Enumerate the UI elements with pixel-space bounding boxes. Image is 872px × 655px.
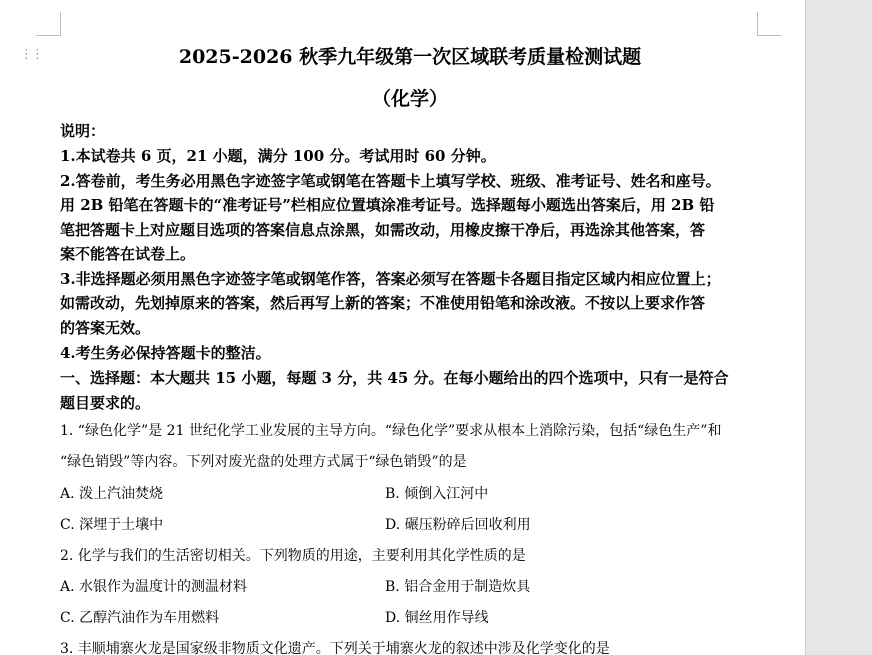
note-line: 4.考生务必保持答题卡的整洁。 (60, 344, 271, 362)
exam-title: 2025-2026 秋季九年级第一次区域联考质量检测试题 (178, 46, 642, 68)
note-line: 2.答卷前，考生务必用黑色字迹签字笔或钢笔在答题卡上填写学校、班级、准考证号、姓名和座号。 (60, 172, 721, 190)
exam-subject: （化学） (371, 88, 448, 110)
question-text: “绿色销毁”等内容。下列对废光盘的处理方式属于“绿色销毁”的是 (60, 454, 467, 470)
option-d: D. 碾压粉碎后回收利用 (385, 517, 531, 533)
note-line: 3.非选择题必须用黑色字迹签字笔或钢笔作答，答案必须写在答题卡各题目指定区域内相应位置上； (60, 270, 721, 288)
section-heading: 一、选择题：本大题共 15 小题，每题 3 分，共 45 分。在每小题给出的四个选项中，只有一是符合 (60, 369, 729, 387)
option-b: B. 铝合金用于制造炊具 (385, 579, 531, 595)
option-b: B. 倾倒入江河中 (385, 486, 489, 502)
option-a: A. 泼上汽油焚烧 (60, 486, 164, 502)
crop-mark-top-right (757, 35, 781, 36)
note-line: 用 2B 铅笔在答题卡的“准考证号”栏相应位置填涂准考证号。选择题每小题选出答案后，用 2B 铅 (60, 196, 715, 214)
question-text: 3. 丰顺埔寨火龙是国家级非物质文化遗产。下列关于埔寨火龙的叙述中涉及化学变化的是 (60, 641, 610, 655)
option-a: A. 水银作为温度计的测温材料 (60, 579, 248, 595)
question-text: 1. “绿色化学”是 21 世纪化学工业发展的主导方向。“绿色化学”要求从根本上消除污染，包括“绿色生产”和 (60, 423, 722, 439)
option-d: D. 铜丝用作导线 (385, 610, 489, 626)
note-line: 如需改动，先划掉原来的答案，然后再写上新的答案；不准使用铅笔和涂改液。不按以上要求作答 (60, 294, 706, 312)
option-c: C. 乙醇汽油作为车用燃料 (60, 610, 220, 626)
note-line: 笔把答题卡上对应题目选项的答案信息点涂黑，如需改动，用橡皮擦干净后，再选涂其他答案，答 (60, 221, 706, 239)
crop-mark-top-left (36, 35, 60, 36)
option-c: C. 深埋于土壤中 (60, 517, 164, 533)
note-line: 案不能答在试卷上。 (60, 245, 196, 263)
section-heading: 题目要求的。 (60, 394, 151, 412)
crop-mark-top-left (60, 12, 61, 36)
notes-heading: 说明： (60, 122, 106, 140)
note-line: 的答案无效。 (60, 319, 151, 337)
drag-handle-icon[interactable]: ⋮⋮ (20, 47, 42, 62)
note-line: 1.本试卷共 6 页，21 小题，满分 100 分。考试用时 60 分钟。 (60, 147, 496, 165)
crop-mark-top-right (757, 12, 758, 36)
question-text: 2. 化学与我们的生活密切相关。下列物质的用途，主要利用其化学性质的是 (60, 548, 526, 564)
